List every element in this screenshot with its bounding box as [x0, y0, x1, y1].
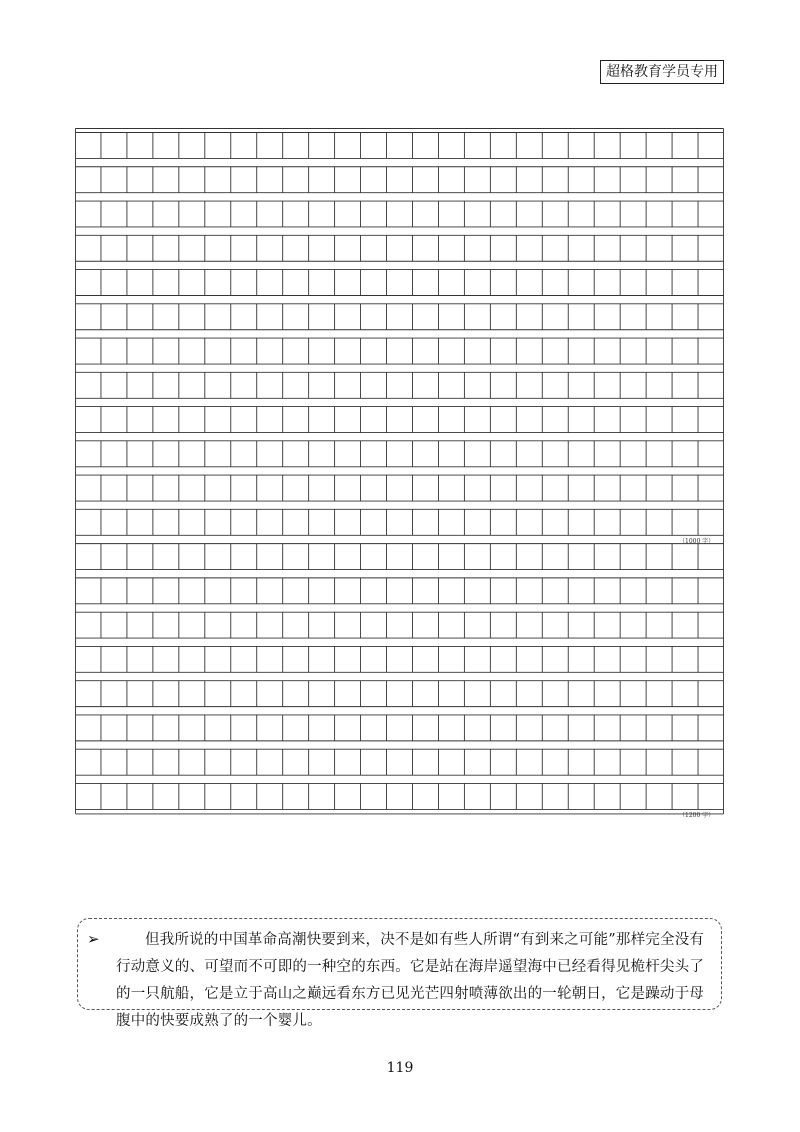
grid-lines [75, 128, 724, 832]
arrow-bullet-icon: ➢ [87, 930, 100, 948]
quote-text: 但我所说的中国革命高潮快要到来，决不是如有些人所谓“有到来之可能”那样完全没有行动意义的、可望而不可即的一种空的东西。它是站在海岸遥望海中已经看得见桅杆尖头了的一只航船，它是立于高山之巅远看东方已见光芒四射喷薄欲出的一轮朝日，它是躁动于母腹中的快要成熟了的一个婴儿。 [116, 932, 705, 1029]
word-count-marker-1200: （1200 字） [679, 811, 715, 819]
quote-box [77, 918, 722, 1029]
writing-grid [75, 128, 724, 832]
word-count-marker-1000: （1000 字） [679, 537, 715, 545]
header-label: 超格教育学员专用 [600, 60, 724, 84]
page-number: 119 [386, 1060, 414, 1076]
